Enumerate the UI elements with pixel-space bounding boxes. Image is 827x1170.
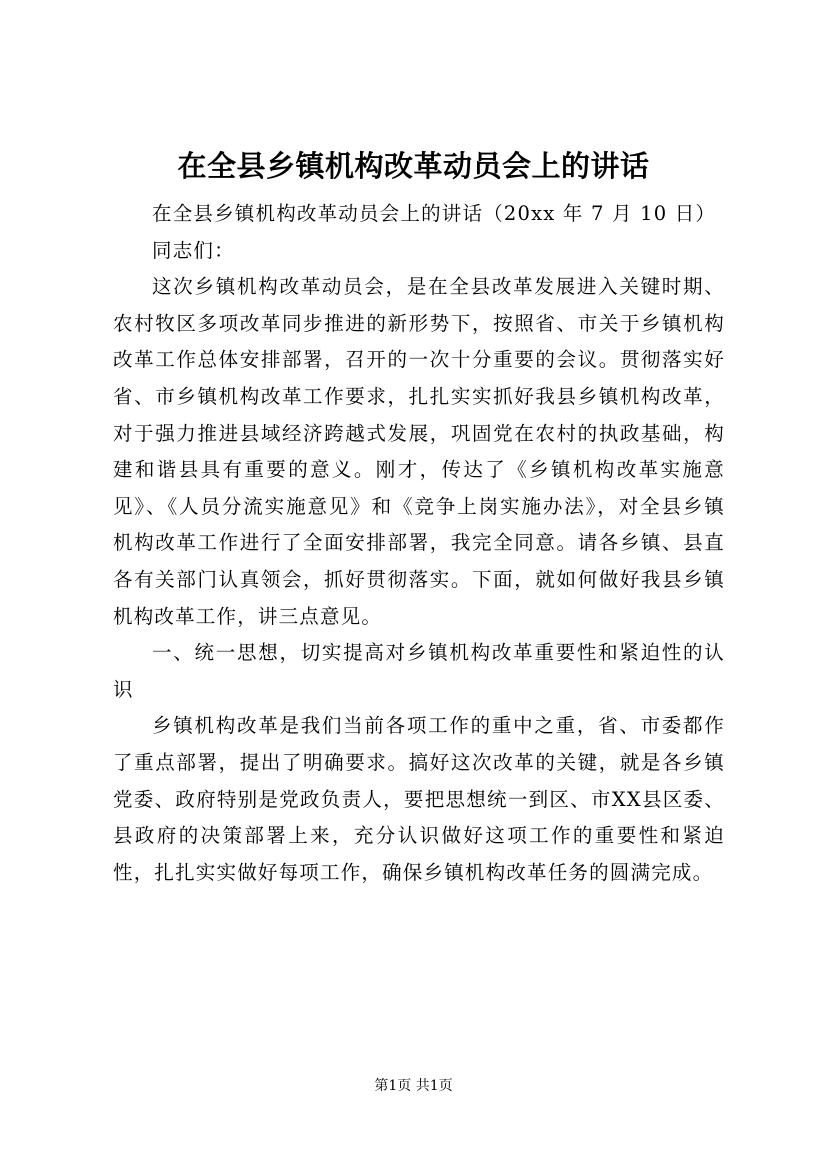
page-footer: 第1页 共1页 xyxy=(374,1078,453,1094)
section-heading-1: 一、统一思想，切实提高对乡镇机构改革重要性和紧迫性的认识 xyxy=(113,641,725,701)
paragraph-section-1: 乡镇机构改革是我们当前各项工作的重中之重，省、市委都作了重点部署，提出了明确要求。搞好这次改革的关键，就是各乡镇党委、政府特别是党政负责人，要把思想统一到区、市XX县区委、县政府的决策部署上来，充分认识做好这项工作的重要性和紧迫性，扎扎实实做好每项工作，确保乡镇机构改革任务的圆满完成。 xyxy=(113,714,725,884)
speech-date-line: 在全县乡镇机构改革动员会上的讲话（20xx 年 7 月 10 日） xyxy=(152,202,717,225)
paragraph-intro: 这次乡镇机构改革动员会，是在全县改革发展进入关键时期、农村牧区多项改革同步推进的新形势下，按照省、市关于乡镇机构改革工作总体安排部署，召开的一次十分重要的会议。贯彻落实好省、市乡镇机构改革工作要求，扎扎实实抓好我县乡镇机构改革，对于强力推进县域经济跨越式发展，巩固党在农村的执政基础，构建和谐县具有重要的意义。刚才，传达了《乡镇机构改革实施意见》、《人员分流实施意见》和《竞争上岗实施办法》，对全县乡镇机构改革工作进行了全面安排部署，我完全同意。请各乡镇、县直各有关部门认真领会，抓好贯彻落实。下面，就如何做好我县乡镇机构改革工作，讲三点意见。 xyxy=(113,275,725,628)
greeting: 同志们： xyxy=(152,238,235,262)
document-title: 在全县乡镇机构改革动员会上的讲话 xyxy=(177,149,650,183)
document-body xyxy=(113,196,725,891)
